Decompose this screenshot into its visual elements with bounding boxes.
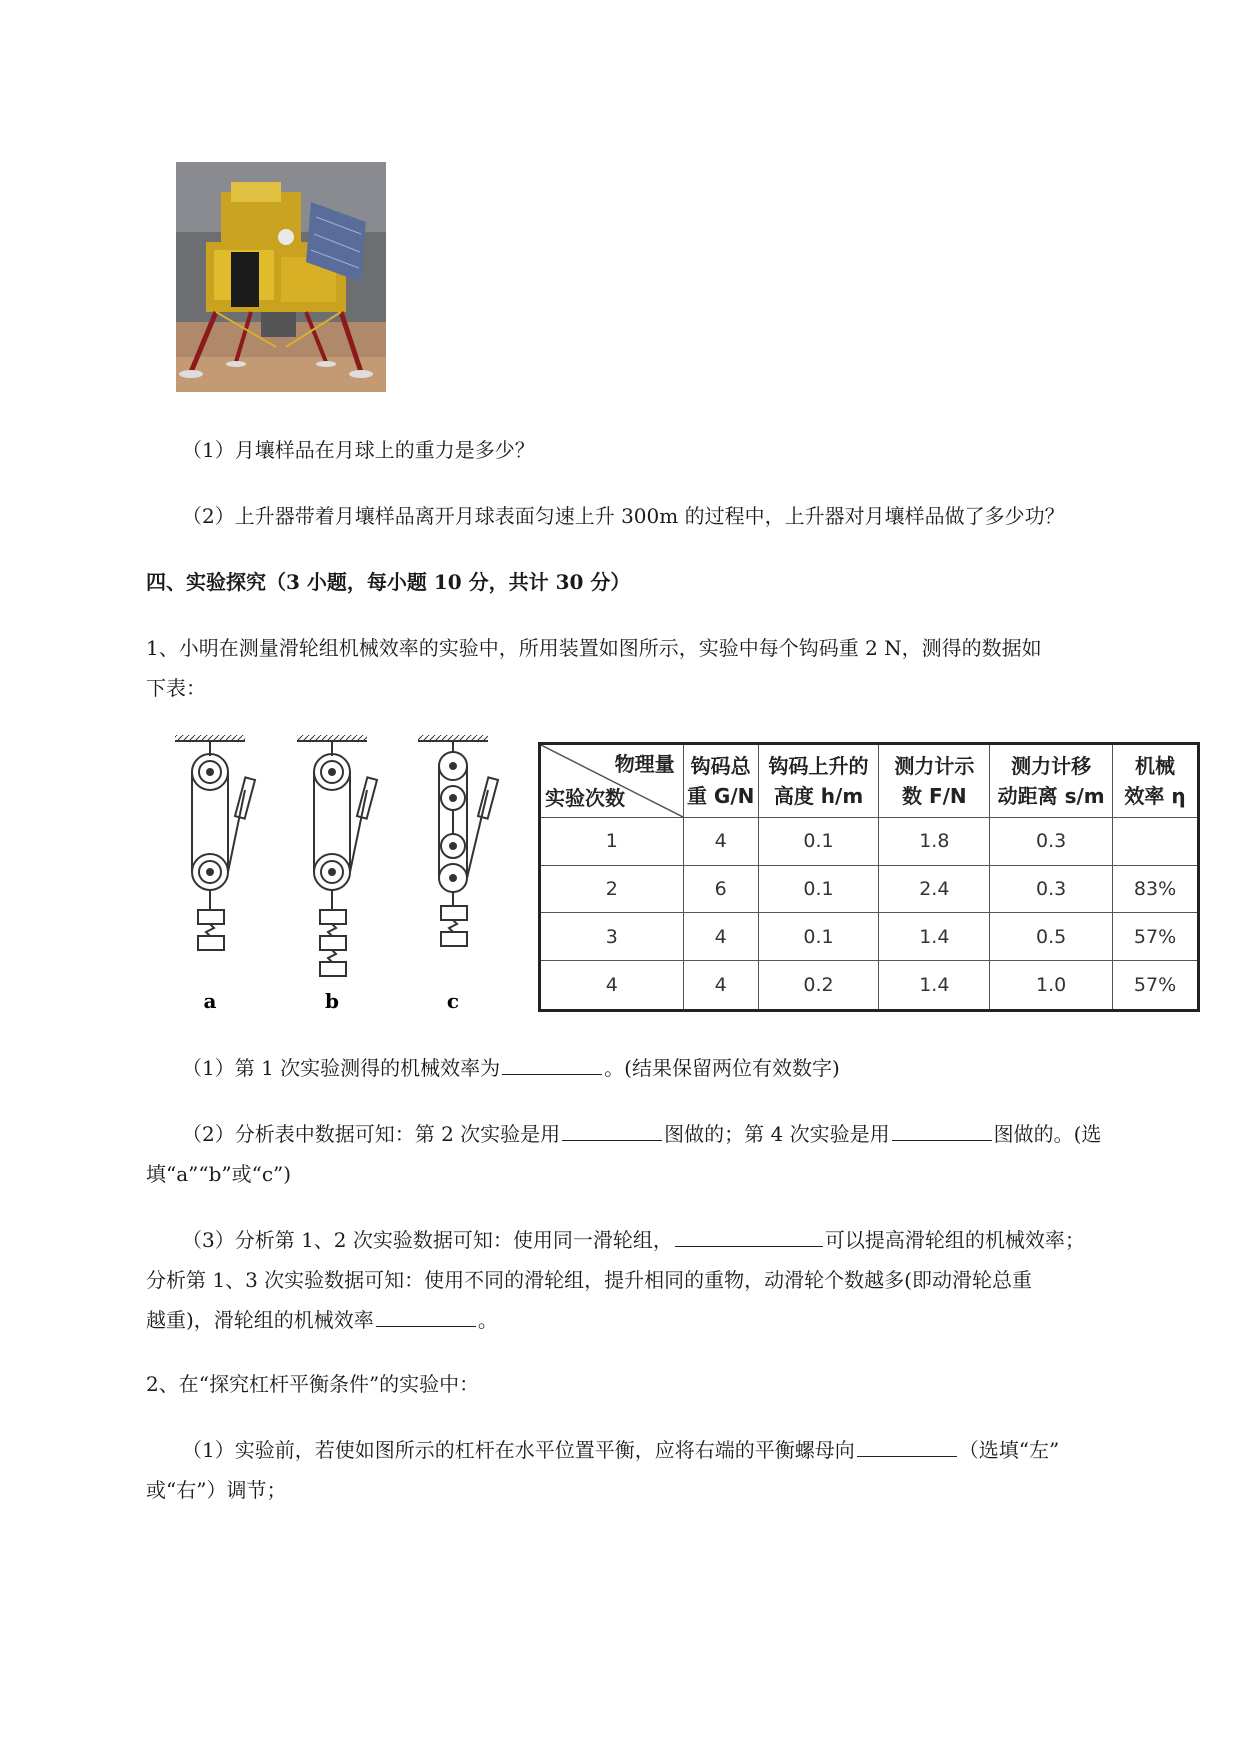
answer-blank[interactable] (376, 1306, 476, 1327)
table-header-weight: 钩码总 重 G/N (683, 744, 758, 818)
exp2-question1-line2: 或“右”）调节； (146, 1478, 287, 1502)
exp1-question1: （1）第 1 次实验测得的机械效率为 。(结果保留两位有效数字) (182, 1056, 840, 1080)
table-row: 2 6 0.1 2.4 0.3 83% (540, 865, 1199, 913)
table-header-force: 测力计示 数 F/N (879, 744, 990, 818)
table-corner-bottom: 实验次数 (545, 786, 625, 810)
exp1-question2-line2: 填“a”“b”或“c”) (146, 1162, 292, 1186)
section-heading-experiments: 四、实验探究（3 小题，每小题 10 分，共计 30 分） (146, 570, 631, 594)
exp1-question2: （2）分析表中数据可知：第 2 次实验是用 图做的；第 4 次实验是用 图做的。(选 (182, 1122, 1102, 1146)
exp1-intro-line1: 1、小明在测量滑轮组机械效率的实验中，所用装置如图所示，实验中每个钩码重 2 N，测得的数据如 (146, 636, 1042, 660)
table-header-efficiency: 机械 效率 η (1113, 744, 1199, 818)
table-header-distance: 测力计移 动距离 s/m (990, 744, 1113, 818)
exp2-question1: （1）实验前，若使如图所示的杠杆在水平位置平衡，应将右端的平衡螺母向 （选填“左” (182, 1438, 1060, 1462)
answer-blank[interactable] (502, 1054, 602, 1075)
exp1-question3-line3: 越重)，滑轮组的机械效率 。 (146, 1308, 498, 1332)
figure-label-c: c (446, 989, 460, 1013)
answer-blank[interactable] (562, 1120, 662, 1141)
question-gravity-on-moon: （1）月壤样品在月球上的重力是多少？ (182, 438, 535, 462)
pulley-data-table (538, 742, 1200, 1012)
figure-label-a: a (203, 989, 217, 1013)
figure-label-b: b (325, 989, 339, 1013)
pulley-systems-figure (170, 730, 510, 1020)
exp1-question3: （3）分析第 1、2 次实验数据可知：使用同一滑轮组， 可以提高滑轮组的机械效率； (182, 1228, 1085, 1252)
answer-blank[interactable] (892, 1120, 992, 1141)
table-row: 1 4 0.1 1.8 0.3 (540, 818, 1199, 866)
exp1-question3-line2: 分析第 1、3 次实验数据可知：使用不同的滑轮组，提升相同的重物，动滑轮个数越多(即动滑轮总重 (146, 1268, 1032, 1292)
table-row: 4 4 0.2 1.4 1.0 57% (540, 961, 1199, 1011)
lunar-lander-photo (176, 162, 386, 392)
answer-blank[interactable] (675, 1226, 823, 1247)
table-corner-top: 物理量 (614, 752, 675, 776)
table-row: 3 4 0.1 1.4 0.5 57% (540, 913, 1199, 961)
answer-blank[interactable] (857, 1436, 957, 1457)
exp1-intro-line2: 下表： (146, 676, 206, 700)
table-header-height: 钩码上升的 高度 h/m (758, 744, 879, 818)
question-work-done: （2）上升器带着月壤样品离开月球表面匀速上升 300m 的过程中，上升器对月壤样品做了多少功？ (182, 504, 1065, 528)
exp2-intro: 2、在“探究杠杆平衡条件”的实验中： (146, 1372, 480, 1396)
table-corner-cell (540, 744, 684, 818)
